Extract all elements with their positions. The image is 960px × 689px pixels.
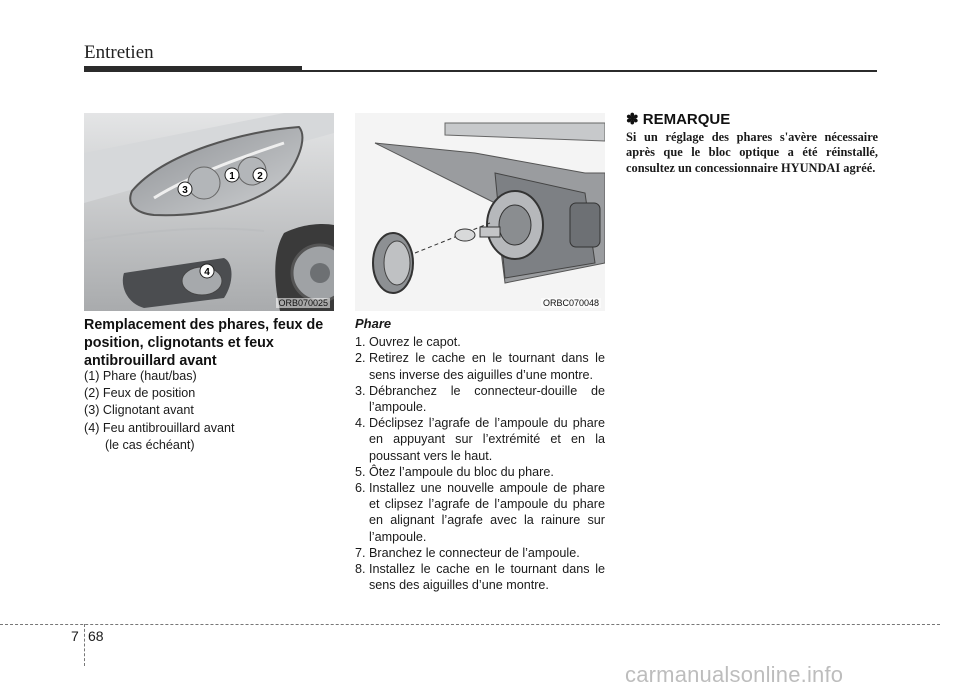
page-number: 68 bbox=[88, 628, 104, 644]
step-number: 2. bbox=[355, 351, 366, 366]
step-number: 7. bbox=[355, 545, 366, 560]
step-text: Retirez le cache en le tournant dans le sens inverse des aiguilles d’une montre. bbox=[369, 351, 605, 382]
callout-4: 4 bbox=[204, 267, 210, 278]
note-title bbox=[626, 110, 730, 128]
asterisk-icon: ✽ bbox=[626, 111, 639, 128]
legend-list bbox=[84, 368, 334, 454]
callout-2: 2 bbox=[257, 171, 263, 182]
figure-caption: ORBC070048 bbox=[542, 298, 599, 308]
procedure-step bbox=[355, 350, 605, 382]
procedure-step bbox=[355, 480, 605, 545]
step-number: 1. bbox=[355, 335, 366, 350]
step-number: 3. bbox=[355, 383, 366, 398]
headlight-figure bbox=[84, 113, 334, 311]
procedure-title: Phare bbox=[355, 316, 392, 331]
procedure-step bbox=[355, 545, 605, 561]
procedure-step bbox=[355, 561, 605, 593]
headlamp-assembly-figure bbox=[355, 113, 605, 311]
procedure-step bbox=[355, 334, 605, 350]
legend-item: (3) Clignotant avant bbox=[84, 403, 194, 418]
callout-3: 3 bbox=[182, 185, 188, 196]
legend-item: (2) Feux de position bbox=[84, 386, 196, 401]
section-title: Remplacement des phares, feux de position, clignotants et feux antibrouillard avant bbox=[84, 317, 324, 369]
callout-1: 1 bbox=[229, 171, 235, 182]
step-number: 5. bbox=[355, 464, 366, 479]
watermark: carmanualsonline.info bbox=[625, 662, 844, 687]
chapter-number: 7 bbox=[71, 628, 79, 644]
header-rule bbox=[302, 70, 877, 72]
legend-item-note: (le cas échéant) bbox=[105, 437, 195, 452]
legend-item: (1) Phare (haut/bas) bbox=[84, 369, 197, 383]
step-text: Débranchez le connecteur-douille de l’ampoule. bbox=[369, 383, 605, 415]
step-text: Branchez le connecteur de l’ampoule. bbox=[369, 545, 580, 560]
header-rule-thick bbox=[84, 66, 302, 72]
procedure-steps bbox=[355, 334, 605, 593]
step-text: Ôtez l’ampoule du bloc du phare. bbox=[369, 464, 554, 479]
procedure-step bbox=[355, 383, 605, 415]
footer-vertical-divider bbox=[84, 624, 85, 666]
note-body: Si un réglage des phares s'avère nécessaire après que le bloc optique a été réinstallé, consultez un concessionnaire HYUNDAI agréé. bbox=[626, 130, 878, 175]
step-number: 4. bbox=[355, 416, 366, 431]
legend-item: (4) Feu antibrouillard avant bbox=[84, 420, 235, 435]
procedure-step bbox=[355, 464, 605, 480]
header-title: Entretien bbox=[84, 42, 154, 63]
procedure-step bbox=[355, 415, 605, 464]
step-text: Ouvrez le capot. bbox=[369, 335, 461, 350]
footer-divider bbox=[0, 624, 940, 625]
procedure bbox=[355, 316, 605, 593]
step-number: 8. bbox=[355, 562, 366, 577]
headlamp-assembly-illustration bbox=[355, 113, 605, 311]
car-front-illustration bbox=[84, 113, 334, 311]
figure-caption: ORB070025 bbox=[278, 298, 328, 308]
step-text: Installez une nouvelle ampoule de phare et clipsez l’agrafe de l’ampoule du phare en alignant l’agrafe avec la rainure sur l’ampoule. bbox=[369, 481, 605, 544]
step-text: Installez le cache en le tournant dans le sens des aiguilles d’une montre. bbox=[369, 562, 605, 593]
note-title-text: REMARQUE bbox=[642, 111, 731, 128]
step-number: 6. bbox=[355, 481, 366, 496]
step-text: Déclipsez l’agrafe de l’ampoule du phare en appuyant sur l’extrémité et en la poussant vers le haut. bbox=[369, 416, 605, 463]
